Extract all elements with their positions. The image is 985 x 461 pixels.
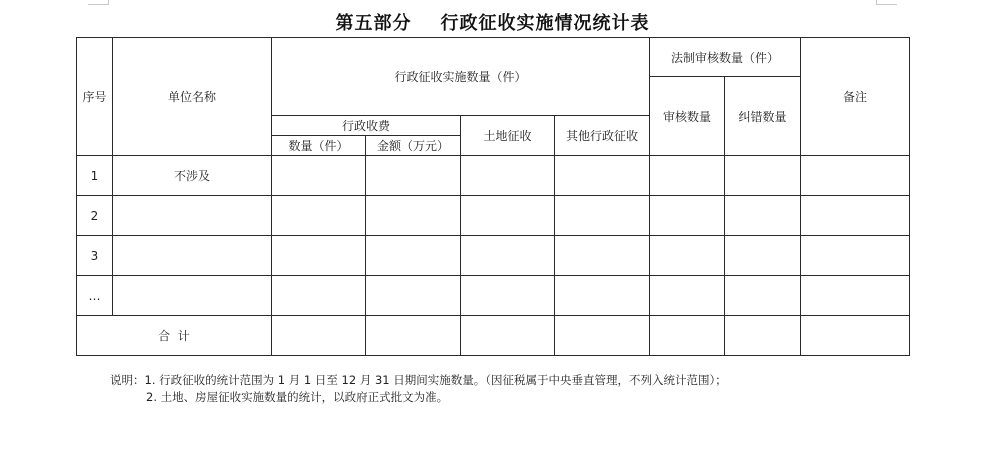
row-unit <box>113 196 272 236</box>
cell <box>801 276 910 316</box>
header-error-count: 纠错数量 <box>725 77 801 156</box>
cell <box>272 196 366 236</box>
header-legal-review: 法制审核数量（件） <box>650 38 801 77</box>
table-row <box>77 156 910 196</box>
cell <box>461 156 555 196</box>
cell <box>272 276 366 316</box>
note-line-1: 说明：1. 行政征收的统计范围为 1 月 1 日至 12 月 31 日期间实施数量。（因征税属于中央垂直管理，不列入统计范围）； <box>110 373 727 387</box>
header-land: 土地征收 <box>461 116 555 156</box>
header-remarks: 备注 <box>801 38 910 156</box>
cell <box>650 276 725 316</box>
cell <box>555 276 650 316</box>
cell <box>461 276 555 316</box>
cell <box>725 236 801 276</box>
page-corner-mark-left <box>88 0 109 5</box>
table-row <box>77 236 910 276</box>
page-corner-mark-right <box>876 0 897 5</box>
cell <box>461 196 555 236</box>
statistics-table <box>76 37 910 356</box>
header-other: 其他行政征收 <box>555 116 650 156</box>
header-fee-count: 数量（件） <box>272 136 366 156</box>
row-seq: 1 <box>77 156 113 196</box>
page-title: 第五部分 行政征收实施情况统计表 <box>335 13 650 34</box>
cell <box>650 236 725 276</box>
total-label-text: 合 计 <box>158 329 190 343</box>
row-unit <box>113 236 272 276</box>
table-row <box>77 276 910 316</box>
row-seq: 3 <box>77 236 113 276</box>
cell <box>461 316 555 356</box>
cell <box>366 276 461 316</box>
cell <box>555 156 650 196</box>
row-seq: … <box>77 276 113 316</box>
cell <box>366 236 461 276</box>
total-label <box>77 316 272 356</box>
header-seq: 序号 <box>77 38 113 156</box>
cell <box>650 316 725 356</box>
cell <box>272 236 366 276</box>
cell <box>725 156 801 196</box>
cell <box>272 316 366 356</box>
note-line-2: 2. 土地、房屋征收实施数量的统计，以政府正式批文为准。 <box>146 390 449 404</box>
cell <box>801 236 910 276</box>
row-unit <box>113 276 272 316</box>
cell <box>366 196 461 236</box>
cell <box>461 236 555 276</box>
table-row <box>77 196 910 236</box>
cell <box>801 316 910 356</box>
cell <box>272 156 366 196</box>
cell <box>366 316 461 356</box>
total-row <box>77 316 910 356</box>
cell <box>725 316 801 356</box>
header-unit-name: 单位名称 <box>113 38 272 156</box>
cell <box>555 316 650 356</box>
cell <box>650 196 725 236</box>
cell <box>801 156 910 196</box>
row-seq: 2 <box>77 196 113 236</box>
cell <box>650 156 725 196</box>
cell <box>555 236 650 276</box>
header-admin-fee: 行政收费 <box>272 116 461 136</box>
cell <box>801 196 910 236</box>
notes <box>110 372 727 406</box>
cell <box>725 196 801 236</box>
cell <box>366 156 461 196</box>
cell <box>725 276 801 316</box>
header-impl-count: 行政征收实施数量（件） <box>272 38 650 116</box>
row-unit: 不涉及 <box>113 156 272 196</box>
header-fee-amount: 金额（万元） <box>366 136 461 156</box>
header-review-count: 审核数量 <box>650 77 725 156</box>
cell <box>555 196 650 236</box>
header-row-1 <box>77 38 910 77</box>
